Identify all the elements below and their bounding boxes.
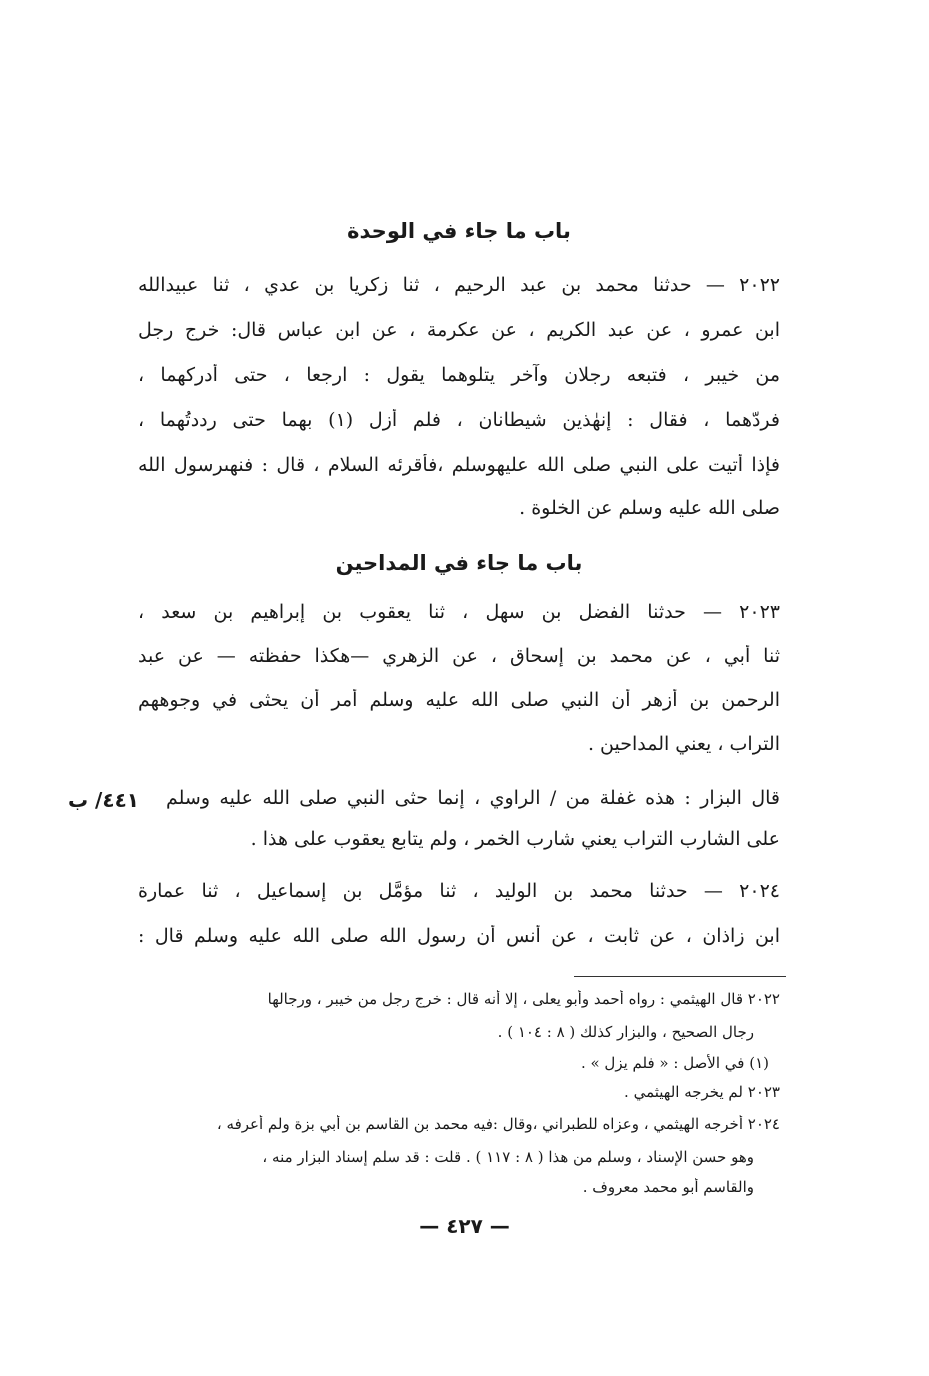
page-number: — ٤٢٧ — (419, 1214, 510, 1238)
section-heading-maddahin: باب ما جاء في المداحين (335, 551, 583, 575)
footnote-line: ٢٠٢٣ لم يخرجه الهيثمي . (624, 1083, 780, 1101)
text-line: ٢٠٢٢ — حدثنا محمد بن عبد الرحيم ، ثنا زكريا بن عدي ، ثنا عبيدالله (138, 274, 780, 296)
text-line: فإذا أتيت على النبي صلى الله عليهوسلم ،فأقرئه السلام ، قال : فنهىرسول الله (138, 454, 780, 476)
footnote-line: ٢٠٢٤ أخرجه الهيثمي ، وعزاه للطبراني ،وقال :فيه محمد بن القاسم بن أبي بزة ولم أعرفه ، (216, 1115, 780, 1133)
footnote-separator (574, 976, 786, 977)
text-line: صلى الله عليه وسلم عن الخلوة . (519, 497, 780, 519)
text-line: ثنا أبي ، عن محمد بن إسحاق ، عن الزهري —هكذا حفظته — عن عبد (138, 645, 780, 667)
section-heading-wahda: باب ما جاء في الوحدة (347, 219, 571, 243)
text-line: قال البزار : هذه غفلة من / الراوي ، إنما حثى النبي صلى الله عليه وسلم (166, 787, 780, 809)
text-line: الرحمن بن أزهر أن النبي صلى الله عليه وسلم أمر أن يحثى في وجوههم (138, 689, 780, 711)
footnote-line: والقاسم أبو محمد معروف . (582, 1178, 754, 1196)
footnote-line: ٢٠٢٢ قال الهيثمي : رواه أحمد وأبو يعلى ، إلا أنه قال : خرج رجل من خيبر ، ورجالها (267, 990, 780, 1008)
text-line: ابن عمرو ، عن عبد الكريم ، عن عكرمة ، عن ابن عباس قال: خرج رجل (138, 319, 780, 341)
text-line: ابن زاذان ، عن ثابت ، عن أنس أن رسول الله صلى الله عليه وسلم قال : (138, 925, 780, 947)
text-line: على الشارب التراب يعني شارب الخمر ، ولم يتابع يعقوب على هذا . (250, 828, 780, 850)
text-line: من خيبر ، فتبعه رجلان وآخر يتلوهما يقول : ارجعا ، حتى أدركهما ، (138, 364, 780, 386)
manuscript-folio-marker: ٤٤١/ ب (68, 788, 139, 812)
text-line: فردّهما ، فقال : إنهٰذين شيطانان ، فلم أزل (١) بهما حتى رددتُهما ، (138, 409, 780, 431)
text-line: ٢٠٢٤ — حدثنا محمد بن الوليد ، ثنا مؤمَّل بن إسماعيل ، ثنا عمارة (138, 880, 780, 902)
text-line: ٢٠٢٣ — حدثنا الفضل بن سهل ، ثنا يعقوب بن إبراهيم بن سعد ، (138, 601, 780, 623)
text-line: التراب ، يعني المداحين . (587, 733, 780, 755)
footnote-line: رجال الصحيح ، والبزار كذلك ( ٨ : ١٠٤ ) . (497, 1023, 754, 1041)
footnote-line: وهو حسن الإسناد ، وسلم من هذا ( ٨ : ١١٧ ) . قلت : قد سلم إسناد البزار منه ، (262, 1148, 754, 1166)
footnote-line: (١) في الأصل : « فلم يزل » . (580, 1054, 769, 1072)
